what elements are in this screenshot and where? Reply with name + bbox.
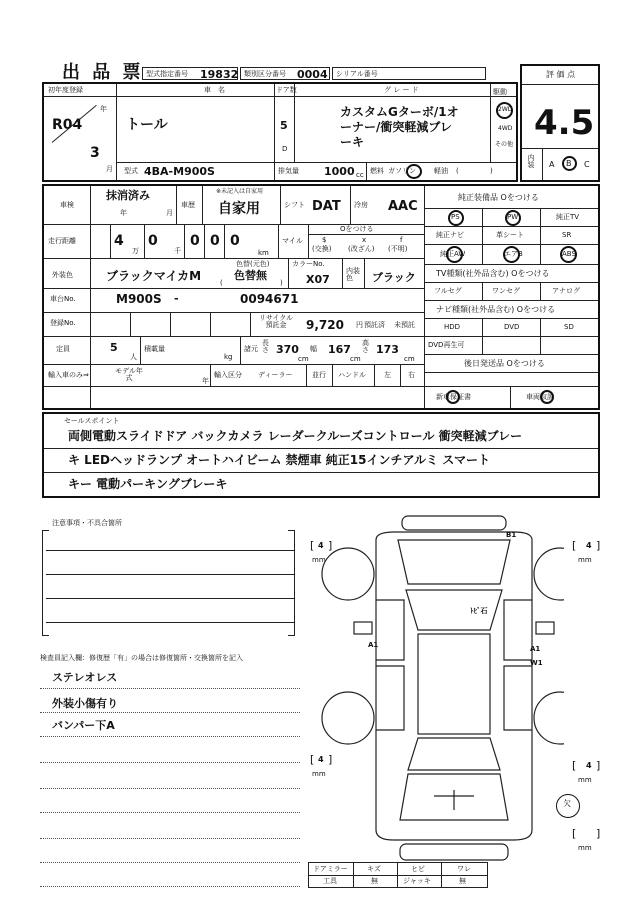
recycle-paid: 預託済 xyxy=(364,321,385,329)
mileage-label: 走行距離 xyxy=(48,237,76,245)
note-item-2: 外装小傷有り xyxy=(52,697,118,710)
recycle-unpaid: 未預託 xyxy=(394,321,415,329)
displacement-value: 1000 xyxy=(324,165,355,178)
interior-c: C xyxy=(584,160,590,169)
meter-swap: (交換) xyxy=(312,245,332,253)
mileage-digit-2: 0 xyxy=(148,233,158,249)
displacement-unit: cc xyxy=(356,171,364,179)
note-item-3: バンパー下A xyxy=(52,719,115,732)
door-count: 5 xyxy=(280,119,288,132)
tire-rl-unit: mm xyxy=(312,770,326,778)
capacity-unit: 人 xyxy=(130,353,137,361)
caution-line xyxy=(46,574,294,575)
equip-leather: 革シート xyxy=(496,231,524,239)
model-cert-box xyxy=(142,67,238,80)
spare-tire-missing: 欠 xyxy=(563,799,571,808)
first-reg-value: R04 xyxy=(52,117,83,133)
tire-fr-unit: mm xyxy=(578,556,592,564)
reg-no-label: 登録No. xyxy=(50,319,76,327)
inspector-label: 検査員記入欄：修復歴「有」の場合は修復箇所・交換箇所を記入 xyxy=(40,654,243,662)
meter-tamper: (改ざん) xyxy=(348,245,375,253)
front-bumper-shape xyxy=(402,516,506,530)
equip-abs: ABS xyxy=(562,250,576,258)
steering-right: 右 xyxy=(408,371,415,379)
equipment-title: 純正装備品 Oをつける xyxy=(458,193,539,202)
car-diagram xyxy=(314,510,564,866)
chassis-dash: - xyxy=(174,292,179,305)
sales-line2: キ LEDヘッドランプ オートハイビーム 禁煙車 純正15インチアルミ スマート xyxy=(68,453,490,467)
class-no: 0004 xyxy=(297,68,328,81)
tv-type-title: TV種類(社外品含む) Oをつける xyxy=(436,269,550,278)
ac-label: 冷房 xyxy=(354,201,368,209)
model-cert-no: 19832 xyxy=(200,68,239,81)
color-change-value: 色替無 xyxy=(234,269,267,282)
car-name-label: 車 名 xyxy=(204,86,225,94)
width-label: 幅 xyxy=(310,345,317,353)
damage-a1-left: A1 xyxy=(368,641,379,649)
door-suffix: D xyxy=(282,145,288,153)
mileage-digit-1: 4 xyxy=(114,233,124,249)
ac-value: AAC xyxy=(388,199,418,214)
length-label: 長さ xyxy=(262,339,269,354)
footer-tools-label: 工具 xyxy=(323,877,337,885)
fuel-gas: ガソリン xyxy=(388,167,416,175)
meter-swap-symbol: $ xyxy=(322,236,327,244)
caution-bracket xyxy=(42,530,49,636)
sales-line1: 両側電動スライドドア バックカメラ レーダークルーズコントロール 衝突軽減ブレー xyxy=(68,429,523,443)
import-dealer: ディーラー xyxy=(258,371,293,379)
chassis-prefix: M900S xyxy=(116,292,162,306)
shift-label: シフト xyxy=(284,201,305,209)
month-suffix: 月 xyxy=(106,165,113,173)
fuel-light: 軽油 xyxy=(434,167,448,175)
wheel-front-left xyxy=(322,548,374,600)
equip-ps: PS xyxy=(451,213,460,221)
color-label: 外装色 xyxy=(52,271,73,279)
color-change-label: 色替(元色) xyxy=(236,260,270,268)
meter-unknown-symbol: f xyxy=(400,236,403,244)
capacity-label: 定員 xyxy=(56,345,70,353)
navi-dvd: DVD xyxy=(504,323,520,331)
displacement-label: 排気量 xyxy=(278,167,299,175)
tv-fullseg: フルセグ xyxy=(434,287,462,295)
equip-airbag: エアB xyxy=(504,250,523,258)
rating-label: 評 価 点 xyxy=(546,70,576,79)
door-label: ドア数 xyxy=(276,86,297,94)
tire-front-right: 4 xyxy=(586,541,592,550)
sales-line3: キー 電動パーキングブレーキ xyxy=(68,477,228,491)
import-type-label: 輸入区分 xyxy=(214,371,242,379)
width-unit: cm xyxy=(350,355,361,363)
model-value: 4BA-M900S xyxy=(144,165,215,178)
interior-label: 内装 xyxy=(527,154,535,168)
tire-fl-unit: mm xyxy=(312,556,326,564)
width-value: 167 xyxy=(328,343,351,356)
tire-spare-unit: mm xyxy=(578,844,592,852)
tire-rear-left: 4 xyxy=(318,755,324,764)
note-item-1: ステレオレス xyxy=(52,671,118,684)
mileage-digit-5: 0 xyxy=(230,233,240,249)
mileage-digit-4: 0 xyxy=(210,233,220,249)
footer-jack-value: 無 xyxy=(459,877,466,885)
color-value: ブラックマイカM xyxy=(106,269,202,283)
recycle-unit: 円 xyxy=(356,321,363,329)
caution-bracket-right xyxy=(288,530,295,636)
year-suffix: 年 xyxy=(100,105,107,113)
history-value: 自家用 xyxy=(218,201,260,217)
tire-fr-bracket: [ xyxy=(572,539,577,552)
load-label: 積載量 xyxy=(144,345,165,353)
later-ship-title: 後日発送品 Oをつける xyxy=(464,359,545,368)
height-unit: cm xyxy=(404,355,415,363)
details-box: 車検 抹消済み 年 月 車歴 ※未記入は自家用 自家用 シフト DAT 冷房 AAC 走行距離 4 万 0 千 0 0 0 km マイル Oをつける $ (交換) x (改ざん) f (不明) 外装色 ブラックマイカM 色替(元色) 色替無 ( ) カラーNo. X07 内装色 ブラック 車台No. M900S - 0094671 登録No. リサイクル預託金 9,720 円 預託済 未預託 定員 5 人 積載量 kg 諸元 長さ 370 cm 幅 167 cm 高さ 173 cm 輸入車のみ⇒ モデル年式 年 輸入区分 ディーラー 並行 ハンドル 左 右 純正装備品 Oをつける PS PW 純正TV 純正ナビ 革シート SR 純正AW エアB ABS TV種類(社外品含む) Oをつける フルセグ ワンセグ アナログ ナビ種類(社外品含む) Oをつける HDD DVD SD DVD再生可 後日発送品 Oをつける 新車保証書 車両取説 xyxy=(42,184,600,410)
drive-4wd: 4WD xyxy=(498,125,513,132)
dvd-play: DVD再生可 xyxy=(428,341,465,349)
tire-rr-bracket: [ xyxy=(572,759,577,772)
class-box xyxy=(240,67,330,80)
equip-navi: 純正ナビ xyxy=(436,231,464,239)
meter-unknown: (不明) xyxy=(388,245,408,253)
model-label: 型式 xyxy=(124,167,138,175)
later-manual: 車両取説 xyxy=(526,393,554,401)
load-unit: kg xyxy=(224,353,233,361)
chassis-no: 0094671 xyxy=(240,292,299,306)
caution-line xyxy=(46,622,294,623)
footer-break: ワレ xyxy=(457,865,471,873)
capacity-value: 5 xyxy=(110,341,118,354)
equip-tv: 純正TV xyxy=(556,213,580,221)
tv-analog: アナログ xyxy=(552,287,580,295)
sales-points-box xyxy=(42,412,600,498)
interior-a: A xyxy=(549,160,555,169)
serial-label: シリアル番号 xyxy=(336,70,378,78)
mileage-man-unit: 万 xyxy=(132,247,139,255)
drive-label: 駆動 xyxy=(493,88,507,96)
color-no-value: X07 xyxy=(306,273,330,286)
chassis-label: 車台No. xyxy=(50,295,76,303)
first-reg-label: 初年度登録 xyxy=(48,86,83,94)
wheel-rear-left xyxy=(322,692,374,744)
vehicle-basic-box: 初年度登録 車 名 ドア数 グ レ ー ド 駆動 R04 年 3 月 トール 5 D カスタムGターボ/1オ ーナー/衝突軽減ブレ ーキ 2WD 4WD その他 型式 4BA-M900S 排気量 1000 cc 燃料 ガソリン 軽油 ( ) xyxy=(42,82,518,182)
meter-mark-note: Oをつける xyxy=(340,225,374,233)
history-note: ※未記入は自家用 xyxy=(216,188,264,195)
drive-other: その他 xyxy=(495,141,514,148)
equip-aw: 純正AW xyxy=(440,250,466,258)
int-color-label: 内装色 xyxy=(346,267,360,282)
import-label: 輸入車のみ⇒ xyxy=(48,371,89,379)
inspection-label: 車検 xyxy=(60,201,74,209)
serial-box xyxy=(332,67,486,80)
inspection-month-unit: 月 xyxy=(166,209,173,217)
recycle-label: リサイクル預託金 xyxy=(258,314,294,329)
class-label: 類別区分番号 xyxy=(244,70,286,78)
recycle-value: 9,720 xyxy=(306,318,344,332)
tv-oneseg: ワンセグ xyxy=(492,287,520,295)
damage-b1: B1 xyxy=(506,531,517,539)
model-year-label: モデル年式 xyxy=(115,367,143,382)
later-warranty: 新車保証書 xyxy=(436,393,471,401)
wheel-rear-right xyxy=(534,692,564,744)
tire-rl-bracket: [ xyxy=(310,753,315,766)
steering-label: ハンドル xyxy=(338,371,366,379)
caution-line xyxy=(46,550,294,551)
grade-label: グ レ ー ド xyxy=(384,86,419,94)
caution-label: 注意事項・不具合箇所 xyxy=(52,519,122,527)
length-value: 370 xyxy=(276,343,299,356)
mileage-digit-3: 0 xyxy=(190,233,200,249)
navi-hdd: HDD xyxy=(444,323,461,331)
damage-a1-right: A1 xyxy=(530,645,541,653)
tire-fl-bracket: [ xyxy=(310,539,315,552)
grade-line3: ーキ xyxy=(340,135,365,149)
meter-tamper-symbol: x xyxy=(362,236,367,244)
footer-scratch: キズ xyxy=(367,865,381,873)
int-color-value: ブラック xyxy=(372,271,416,284)
footer-jack-label: ジャッキ xyxy=(403,877,431,885)
inspection-value: 抹消済み xyxy=(106,189,150,202)
rating-box xyxy=(520,64,600,182)
model-year-unit: 年 xyxy=(202,377,209,385)
import-parallel: 並行 xyxy=(312,371,326,379)
damage-chip: ﾄﾋﾞ石 xyxy=(470,607,488,615)
length-unit: cm xyxy=(298,355,309,363)
inspection-year-unit: 年 xyxy=(120,209,127,217)
shift-value: DAT xyxy=(312,199,341,214)
auction-sheet: 出 品 票 型式指定番号 19832 類別区分番号 0004 シリアル番号 評 価 点 4.5 内装 A B C 初年度登録 車 名 ドア数 グ レ ー ド 駆動 R04 年 3 月 トール 5 D カスタムGターボ/1オ ーナー/衝突軽減ブレ ーキ 2WD 4WD その他 型式 4BA-M900S 排気量 1000 cc 燃料 ガソリン 軽油 ( ) 車検 抹消済み 年 月 車歴 ※未記入は自家用 自家用 シフト DAT 冷房 AAC 走行距離 4 万 0 千 0 0 0 km マイル Oをつける $ (交換) x (改ざん) f (不明) 外装色 ブラックマイカM 色替(元色) 色替無 ( ) カラーNo. X07 内装色 ブラック 車台No. M900S - 0094671 登録No. リサイクル預託金 9,720 円 預託済 未預託 定員 5 人 積載量 kg 諸元 長さ 370 cm 幅 167 cm 高さ 173 cm 輸入車のみ⇒ モデル年式 年 輸入区分 ディーラー 並行 ハンドル 左 右 純正装備品 Oをつける PS PW 純正TV 純正ナビ 革シート SR 純正AW エアB ABS TV種類(社外品含む) Oをつける フルセグ ワンセグ アナログ ナビ種類(社外品含む) Oをつける HDD DVD SD DVD再生可 後日発送品 Oをつける 新車保証書 車両取説 セールスポイント 両側電動スライドドア バックカメラ レーダークルーズコントロール 衝突軽減ブレー キ LEDヘッドランプ オートハイビーム 禁煙車 純正15インチアルミ スマート キー 電動パーキングブレーキ 注意事項・不具合箇所 検査員記入欄：修復歴「有」の場合は修復箇所・交換箇所を記入 ステレオレス 外装小傷有り バンパー下A B1 ﾄﾋﾞ石 A1 A1 W1 [ 4 ] mm [ 4 ] mm [ 4 ] mm [ 4 ] mm 欠 [ ] mm ドアミラー キズ ヒビ ワレ 工具 無 ジャッキ 無 xyxy=(0,0,640,904)
sales-label: セールスポイント xyxy=(64,417,120,425)
equip-sr: SR xyxy=(562,231,572,239)
color-no-label: カラーNo. xyxy=(292,260,325,268)
wheel-front-right xyxy=(534,548,564,600)
mileage-sen-unit: 千 xyxy=(174,247,181,255)
mile-label: マイル xyxy=(282,237,303,245)
steering-left: 左 xyxy=(384,371,391,379)
rating-value: 4.5 xyxy=(534,103,595,143)
interior-b: B xyxy=(566,159,572,168)
tire-front-left: 4 xyxy=(318,541,324,550)
car-name-value: トール xyxy=(126,117,168,133)
tire-rr-unit: mm xyxy=(578,776,592,784)
damage-w1: W1 xyxy=(530,659,543,667)
dims-label: 諸元 xyxy=(244,345,258,353)
navi-type-title: ナビ種類(社外品含む) Oをつける xyxy=(436,305,556,314)
grade-line2: ーナー/衝突軽減ブレ xyxy=(340,120,452,134)
navi-sd: SD xyxy=(564,323,574,331)
model-cert-label: 型式指定番号 xyxy=(146,70,188,78)
sheet-title: 出 品 票 xyxy=(62,62,144,83)
fuel-label: 燃料 xyxy=(370,167,384,175)
mileage-km-unit: km xyxy=(258,249,269,257)
footer-crack: ヒビ xyxy=(411,865,425,873)
drive-2wd: 2WD xyxy=(498,106,513,113)
footer-table xyxy=(308,862,488,888)
footer-door-mirror: ドアミラー xyxy=(313,865,348,873)
equip-pw: PW xyxy=(507,213,519,221)
month-value: 3 xyxy=(90,145,100,161)
height-label: 高さ xyxy=(362,339,369,354)
history-label: 車歴 xyxy=(181,201,195,209)
tire-rear-right: 4 xyxy=(586,761,592,770)
height-value: 173 xyxy=(376,343,399,356)
grade-line1: カスタムGターボ/1オ xyxy=(340,105,459,119)
caution-line xyxy=(46,598,294,599)
footer-tools-value: 無 xyxy=(371,877,378,885)
